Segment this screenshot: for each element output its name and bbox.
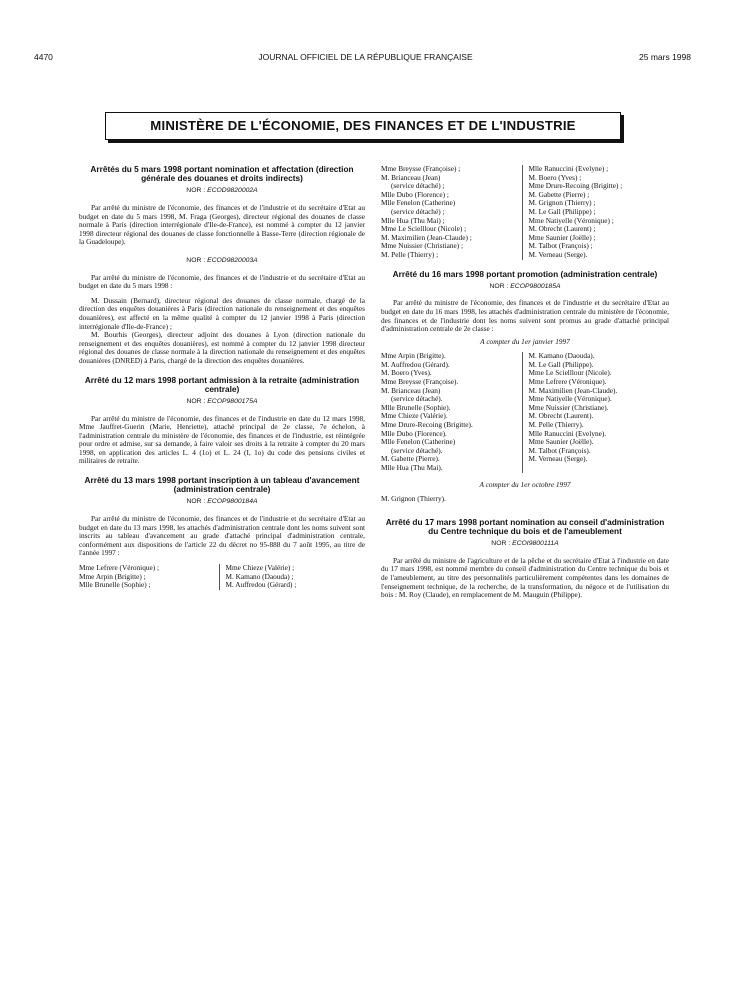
list-item: M. Le Gall (Philippe) ; [528, 206, 596, 216]
effective-date: A compter du 1er octobre 1997 [479, 479, 571, 489]
list-item: Mlle Ranuccini (Evelyne). [528, 428, 607, 438]
list-item: M. Pelle (Thierry) ; [381, 249, 439, 259]
list-item: Mlle Dubo (Florence). [381, 428, 447, 438]
paragraph: Par arrêté du ministre de l'économie, des finances et de l'industrie et du secrétaire d'Etat au budget en date du 13 mars 1998, les attachés d'administration centrale dont les noms suivent sont inscrits au tableau d'avancement au grade d'attaché principal d'administration centrale, conformément aux dispositions de l'article 22 du décret no 95-888 du 7 août 1995, au titre de l'année 1997 : [79, 514, 365, 558]
issue-date: 25 mars 1998 [639, 52, 691, 62]
paragraph: Par arrêté du ministre de l'économie, des finances et de l'industrie et du secrétaire d'Etat au budget en date du 5 mars 1998, M. Fraga (Georges), directeur régional des douanes de classe normale à Paris (direction interrégionale d'Ile-de-France), est nommé à compter du 12 janvier 1998 directeur régional des douanes de classe fonctionnelle à Basse-Terre (direction régionale de la Guadeloupe). [79, 203, 365, 247]
list-item: M. Pelle (Thierry). [528, 420, 584, 430]
nor-reference: NOR : ECOP9800175A [186, 397, 258, 405]
effective-date: A compter du 1er janvier 1997 [480, 336, 570, 346]
paragraph: M. Dussain (Bernard), directeur régional des douanes de classe normale, chargé de la direction des enquêtes douanières à Paris (direction nationale du renseignement et des enquêtes douanières), est affecté en la même qualité à compter du 12 janvier 1998 à Paris (direction interrégionale d'Ile-de-France) ; [79, 295, 365, 331]
list-item: Mme Lefrere (Véronique). [528, 377, 607, 387]
nor-reference: NOR : ECOI9800111A [491, 540, 559, 548]
list-item: Mlle Hua (Thu Mai) ; [381, 215, 445, 225]
left-column [79, 165, 365, 590]
list-item: M. Talbot (François). [528, 445, 591, 455]
list-item: M. Grignon (Thierry) ; [528, 198, 596, 208]
list-item: Mlle Fenelon (Catherine) [381, 198, 456, 208]
section-title: Arrêté du 12 mars 1998 portant admission à la retraite (administration centrale) [84, 374, 360, 394]
list-item: Mme Le Scielllour (Nicole) ; [381, 224, 467, 234]
paragraph: Par arrêté du ministre de l'économie, des finances et de l'industrie et du secrétaire d'Etat au budget en date du 5 mars 1998 : [79, 272, 365, 291]
nor-reference: NOR : ECOP9800185A [489, 282, 561, 290]
list-item: M. Talbot (François) ; [528, 241, 593, 251]
name-list [381, 352, 669, 472]
list-item: M. Kamano (Daouda) ; [225, 571, 294, 581]
list-item: M. Verneau (Serge). [528, 454, 588, 464]
list-item: Mme Saunier (Joëlle). [528, 437, 594, 447]
list-item: Mme Nuissier (Christiane). [528, 402, 609, 412]
list-item: M. Gabette (Pierre). [381, 454, 440, 464]
list-item: M. Maximilien (Jean-Claude). [528, 385, 618, 395]
list-item: M. Obrecht (Laurent) ; [528, 224, 596, 234]
list-item: (service détaché). [391, 445, 443, 455]
list-item: M. Maximilien (Jean-Claude) ; [381, 232, 472, 242]
paragraph: M. Bourhis (Georges), directeur adjoint des douanes à Lyon (direction nationale du renseignement et des enquêtes douanières), est nommé à compter du 12 janvier 1998 directeur régional des douanes de classe normale à la direction nationale du renseignement et des enquêtes douanières (DNRED) à Paris, chargé de la direction des enquêtes douanières. [79, 330, 365, 365]
list-item: M. Boero (Yves) ; [528, 172, 582, 182]
section-title: Arrêté du 17 mars 1998 portant nomination au conseil d'administration du Centre technique du bois et de l'ameublement [385, 516, 665, 536]
list-item: Mme Breysse (Françoise) ; [381, 164, 461, 173]
list-item: Mme Saunier (Joëlle) ; [528, 232, 596, 242]
list-item: Mme Arpin (Brigitte) ; [79, 571, 146, 581]
list-item: Mme Nuissier (Christiane) ; [381, 241, 464, 251]
list-item: M. Boero (Yves). [381, 368, 432, 378]
list-item: M. Grignon (Thierry). [381, 494, 446, 504]
journal-title: JOURNAL OFFICIEL DE LA RÉPUBLIQUE FRANÇAISE [258, 52, 473, 62]
page-number: 4470 [34, 52, 53, 62]
list-item: Mlle Brunelle (Sophie) ; [79, 580, 151, 590]
list-item: M. Auffredou (Gérard). [381, 359, 450, 369]
list-item: M. Brianceau (Jean) [381, 385, 441, 395]
ministry-title: MINISTÈRE DE L'ÉCONOMIE, DES FINANCES ET DE L'INDUSTRIE [105, 112, 621, 140]
list-item: Mme Chieze (Valérie) ; [225, 563, 295, 573]
section-title: Arrêté du 13 mars 1998 portant inscription à un tableau d'avancement (administration centrale) [84, 475, 360, 495]
nor-reference: NOR : ECOP9800184A [186, 498, 258, 506]
list-item: Mme Drure-Recoing (Brigitte). [381, 420, 473, 430]
list-item: Mme Chieze (Valérie). [381, 411, 448, 421]
list-item: (service détaché) ; [391, 181, 445, 191]
list-item: Mlle Dubo (Florence) ; [381, 189, 449, 199]
list-item: Mme Breysse (Françoise). [381, 377, 459, 387]
list-item: Mlle Brunelle (Sophie). [381, 402, 451, 412]
list-item: M. Auffredou (Gérard) ; [225, 580, 297, 590]
list-item: Mme Lefrere (Véronique) ; [79, 563, 160, 573]
name-list [381, 165, 669, 260]
name-list [79, 564, 365, 590]
section-title: Arrêté du 16 mars 1998 portant promotion (administration centrale) [392, 268, 658, 279]
paragraph: Par arrêté du ministre de l'économie, des finances et de l'industrie et du secrétaire d'Etat au budget en date du 16 mars 1998, les attachés d'administration centrale du ministère de l'économie, des finances et de l'industrie dont les noms suivent sont promus au grade d'attaché principal d'administration centrale de 2e classe : [381, 298, 669, 334]
list-item: Mlle Fenelon (Catherine) [381, 437, 456, 447]
paragraph: Par arrêté du ministre de l'économie, des finances et de l'industrie en date du 12 mars 1998, Mme Jauffret-Guerin (Marie, Henriette), attaché principal de 2e classe, 7e échelon, à l'administration centrale du ministère de l'économie, des finances et de l'industrie, est réintégrée pour ordre et admise, sur sa demande, à faire valoir ses droits à la retraite à compter du 20 mars 1998, en application des articles L. 4 (1o) et L. 24 (I, 1o) du code des pensions civiles et militaires de retraite. [79, 413, 365, 466]
list-item: Mme Le Scielllour (Nicole). [528, 368, 612, 378]
list-item: Mme Natiyelle (Véronique) ; [528, 215, 614, 225]
list-item: M. Le Gall (Philippe). [528, 359, 594, 369]
paragraph: Par arrêté du ministre de l'agriculture et de la pêche et du secrétaire d'Etat à l'industrie en date du 17 mars 1998, est nommé membre du conseil d'administration du Centre technique du bois et de l'ameublement, au titre des personnalités particulièrement compétentes dans les domaines de l'enseignement technique, de la recherche, de la transformation, du négoce et de l'utilisation du bois : M. Roy (Claude), en remplacement de M. Mauguin (Philippe). [381, 555, 669, 600]
list-item: M. Brianceau (Jean) [381, 172, 441, 182]
nor-reference: NOR : ECOD9820003A [186, 256, 258, 264]
list-item: M. Obrecht (Laurent). [528, 411, 594, 421]
list-item: (service détaché) ; [391, 206, 445, 216]
list-item: (service détaché). [391, 394, 443, 404]
list-item: M. Gabette (Pierre) ; [528, 189, 590, 199]
section-title: Arrêtés du 5 mars 1998 portant nomination et affectation (direction générale des douanes et droits indirects) [90, 164, 354, 184]
list-item: Mme Arpin (Brigitte). [381, 351, 446, 361]
list-item: Mme Natiyelle (Véronique). [528, 394, 612, 404]
list-item: M. Kamano (Daouda). [528, 351, 595, 361]
list-item: M. Verneau (Serge). [528, 249, 588, 259]
list-item: Mlle Ranuccini (Evelyne) ; [528, 164, 609, 173]
list-item: Mme Drure-Recoing (Brigitte) ; [528, 181, 623, 191]
right-column [381, 165, 669, 600]
nor-reference: NOR : ECOD9820002A [186, 187, 258, 195]
list-item: Mlle Hua (Thu Mai). [381, 463, 443, 473]
